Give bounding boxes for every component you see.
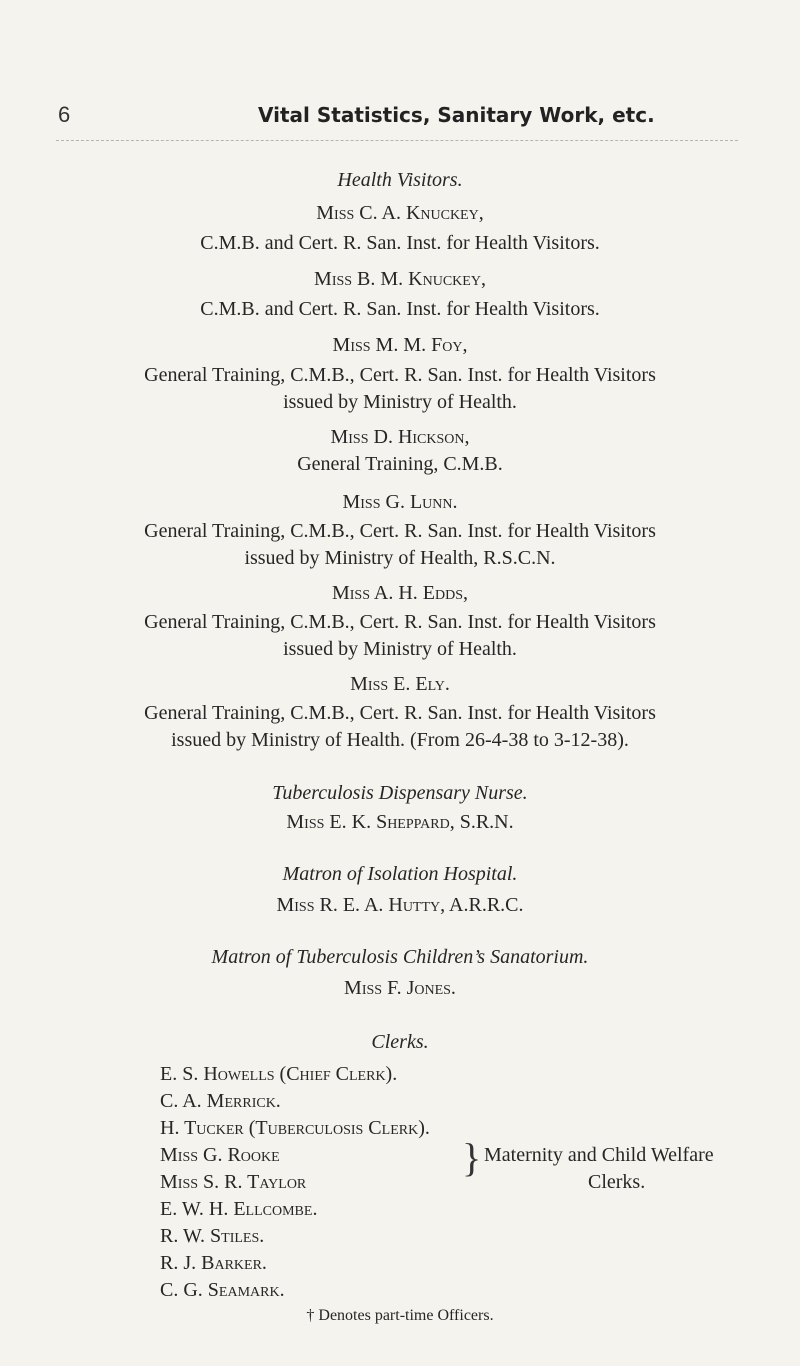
clerk-item: R. J. Barker. <box>160 1252 267 1274</box>
staff-name: Miss D. Hickson, <box>330 426 470 448</box>
staff-qualification: General Training, C.M.B., Cert. R. San. Inst. for Health Visitors <box>144 520 656 542</box>
staff-qualification: General Training, C.M.B. <box>297 453 503 475</box>
staff-name: Miss A. H. Edds, <box>331 582 469 604</box>
staff-qualification: issued by Ministry of Health. <box>283 391 517 413</box>
running-title: Vital Statistics, Sanitary Work, etc. <box>258 103 655 127</box>
clerk-item: Miss G. Rooke <box>160 1144 280 1166</box>
clerk-group-label: Maternity and Child Welfare <box>484 1144 714 1166</box>
staff-name: Miss C. A. Knuckey, <box>316 202 484 224</box>
staff-qualification: C.M.B. and Cert. R. San. Inst. for Health Visitors. <box>200 232 600 254</box>
clerk-item: E. W. H. Ellcombe. <box>160 1198 318 1220</box>
clerk-item: C. A. Merrick. <box>160 1090 281 1112</box>
staff-qualification: General Training, C.M.B., Cert. R. San. Inst. for Health Visitors <box>144 364 656 386</box>
staff-name: Miss F. Jones. <box>344 977 456 999</box>
staff-name: Miss R. E. A. Hutty, A.R.R.C. <box>276 894 524 916</box>
footnote: † Denotes part-time Officers. <box>306 1307 494 1324</box>
clerk-item: C. G. Seamark. <box>160 1279 285 1301</box>
section-heading-sanatorium: Matron of Tuberculosis Children’s Sanatorium. <box>211 946 589 968</box>
staff-name: Miss M. M. Foy, <box>332 334 468 356</box>
staff-qualification: C.M.B. and Cert. R. San. Inst. for Health Visitors. <box>200 298 600 320</box>
staff-name: Miss G. Lunn. <box>342 491 458 513</box>
staff-name: Miss E. K. Sheppard, S.R.N. <box>286 811 514 833</box>
section-heading-health-visitors: Health Visitors. <box>337 169 463 191</box>
brace-icon: } <box>462 1135 482 1180</box>
staff-qualification: issued by Ministry of Health, R.S.C.N. <box>244 547 556 569</box>
staff-qualification: General Training, C.M.B., Cert. R. San. Inst. for Health Visitors <box>144 702 656 724</box>
staff-name: Miss B. M. Knuckey, <box>314 268 486 290</box>
staff-qualification: issued by Ministry of Health. <box>283 638 517 660</box>
section-heading-clerks: Clerks. <box>371 1031 429 1053</box>
page-number: 6 <box>58 102 71 127</box>
staff-qualification: General Training, C.M.B., Cert. R. San. Inst. for Health Visitors <box>144 611 656 633</box>
section-heading-tb-nurse: Tuberculosis Dispensary Nurse. <box>272 782 528 804</box>
staff-qualification: issued by Ministry of Health. (From 26-4-38 to 3-12-38). <box>171 729 629 751</box>
clerk-group-label: Clerks. <box>588 1171 646 1193</box>
header-rule <box>56 140 738 141</box>
section-heading-isolation: Matron of Isolation Hospital. <box>282 863 518 885</box>
clerk-item: Miss S. R. Taylor <box>160 1171 307 1193</box>
clerk-item: E. S. Howells (Chief Clerk). <box>160 1063 398 1085</box>
staff-name: Miss E. Ely. <box>350 673 450 695</box>
clerk-item: R. W. Stiles. <box>160 1225 265 1247</box>
clerk-item: H. Tucker (Tuberculosis Clerk). <box>160 1117 430 1139</box>
